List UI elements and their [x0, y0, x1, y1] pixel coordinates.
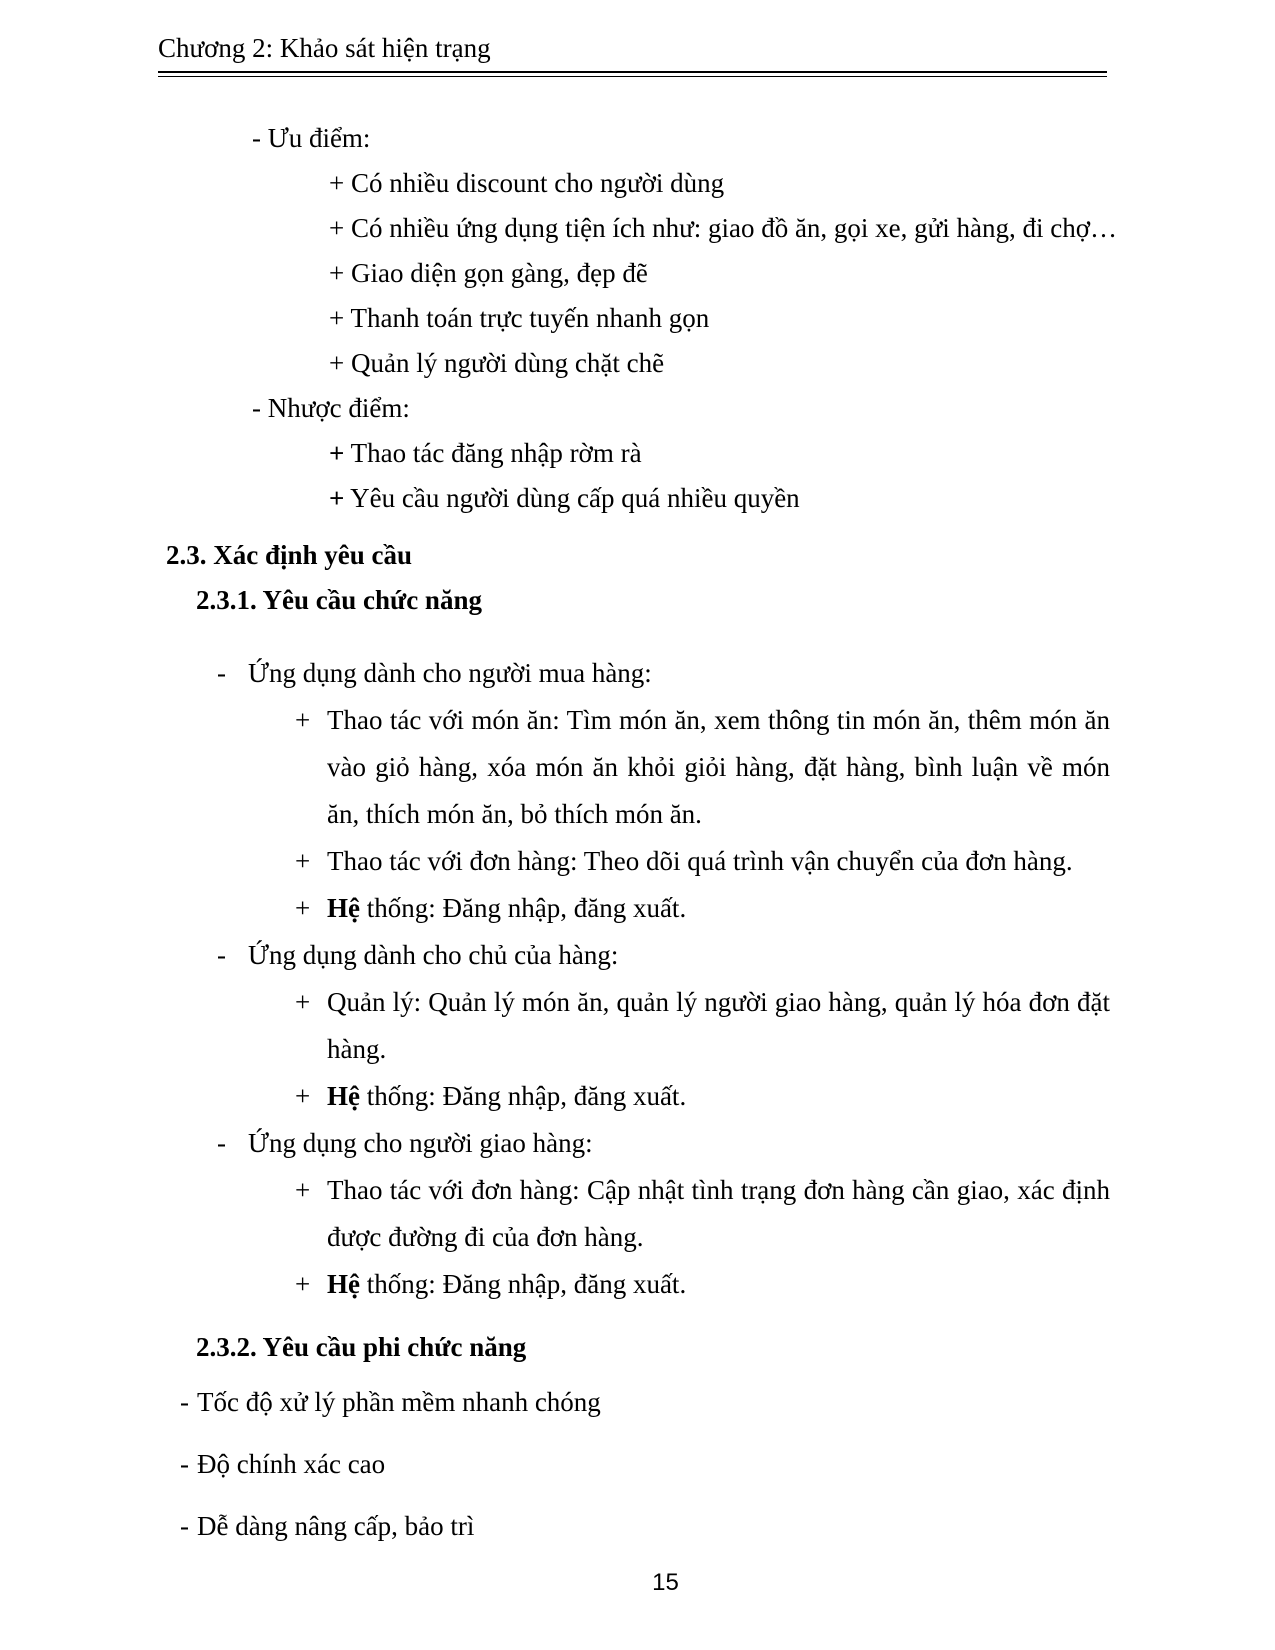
owner-app-heading [166, 932, 1110, 979]
plus-marker: + [295, 893, 311, 923]
disadvantage-item [166, 476, 1110, 521]
plus-marker: + [329, 483, 345, 513]
item-text: Dễ dàng nâng cấp, bảo trì [197, 1511, 475, 1541]
shipper-app-heading-text: Ứng dụng cho người giao hàng: [248, 1128, 593, 1158]
nonfunctional-requirements [166, 1380, 1110, 1549]
buyer-app-heading-text: Ứng dụng dành cho người mua hàng: [248, 658, 652, 688]
item-text: thống: Đăng nhập, đăng xuất. [360, 1081, 687, 1111]
item-text: Tốc độ xử lý phần mềm nhanh chóng [197, 1387, 601, 1417]
buyer-app-heading [166, 650, 1110, 697]
disadvantages-heading: - Nhược điểm: [252, 393, 410, 423]
owner-app-item [166, 979, 1110, 1073]
plus-marker: + [295, 705, 311, 735]
advantage-item: + Quản lý người dùng chặt chẽ [329, 348, 665, 378]
owner-app-heading-text: Ứng dụng dành cho chủ của hàng: [248, 940, 619, 970]
page-header [158, 28, 1107, 77]
buyer-app-item [166, 838, 1110, 885]
item-text: Độ chính xác cao [197, 1449, 386, 1479]
advantage-item: + Có nhiều discount cho người dùng [329, 168, 725, 198]
advantages-heading: - Ưu điểm: [252, 123, 371, 153]
header-double-rule [158, 71, 1107, 77]
advantage-item: + Có nhiều ứng dụng tiện ích như: giao đồ ăn, gọi xe, gửi hàng, đi chợ… [329, 213, 1118, 243]
nonfunctional-item [166, 1442, 1110, 1487]
item-lead: Hệ [327, 893, 360, 923]
functional-requirements [166, 650, 1110, 1308]
item-text: Thao tác với đơn hàng: Theo dõi quá trình vận chuyển của đơn hàng. [327, 846, 1073, 876]
page-footer [0, 1569, 1275, 1597]
plus-marker: + [295, 1081, 311, 1111]
item-text: Thao tác với đơn hàng: Cập nhật tình trạng đơn hàng cần giao, xác định được đường đi của đơn hàng. [327, 1175, 1110, 1252]
dash-marker: - [180, 1387, 189, 1417]
buyer-app-item [166, 697, 1110, 838]
plus-marker: + [295, 846, 311, 876]
nonfunctional-item [166, 1380, 1110, 1425]
shipper-app-item [166, 1261, 1110, 1308]
owner-app-item [166, 1073, 1110, 1120]
item-text: thống: Đăng nhập, đăng xuất. [360, 893, 687, 923]
section-2-3-2-heading: 2.3.2. Yêu cầu phi chức năng [196, 1332, 527, 1362]
chapter-header-title: Chương 2: Khảo sát hiện trạng [158, 33, 491, 63]
item-text: Thao tác với món ăn: Tìm món ăn, xem thông tin món ăn, thêm món ăn vào giỏ hàng, xóa món ăn khỏi giỏi hàng, đặt hàng, bình luận về món ăn, thích món ăn, bỏ thích món ăn. [327, 705, 1110, 829]
shipper-app-heading [166, 1120, 1110, 1167]
dash-marker: - [217, 658, 226, 688]
nonfunctional-item [166, 1504, 1110, 1549]
plus-marker: + [329, 438, 345, 468]
dash-marker: - [180, 1449, 189, 1479]
dash-marker: - [217, 1128, 226, 1158]
dash-marker: - [217, 940, 226, 970]
dash-marker: - [180, 1511, 189, 1541]
advantage-item: + Giao diện gọn gàng, đẹp đẽ [329, 258, 648, 288]
item-text: Quản lý: Quản lý món ăn, quản lý người giao hàng, quản lý hóa đơn đặt hàng. [327, 987, 1110, 1064]
advantage-item: + Thanh toán trực tuyến nhanh gọn [329, 303, 710, 333]
buyer-app-item [166, 885, 1110, 932]
disadvantage-text: Thao tác đăng nhập rờm rà [344, 438, 642, 468]
item-lead: Hệ [327, 1269, 360, 1299]
plus-marker: + [295, 1269, 311, 1299]
page-number: 15 [652, 1569, 679, 1596]
document-body [166, 116, 1118, 1549]
section-2-3-heading: 2.3. Xác định yêu cầu [166, 540, 413, 570]
item-lead: Hệ [327, 1081, 360, 1111]
item-text: thống: Đăng nhập, đăng xuất. [360, 1269, 687, 1299]
disadvantage-text: Yêu cầu người dùng cấp quá nhiều quyền [344, 483, 800, 513]
disadvantage-item [166, 431, 1110, 476]
plus-marker: + [295, 987, 311, 1017]
section-2-3-1-heading: 2.3.1. Yêu cầu chức năng [196, 585, 482, 615]
plus-marker: + [295, 1175, 311, 1205]
shipper-app-item [166, 1167, 1110, 1261]
